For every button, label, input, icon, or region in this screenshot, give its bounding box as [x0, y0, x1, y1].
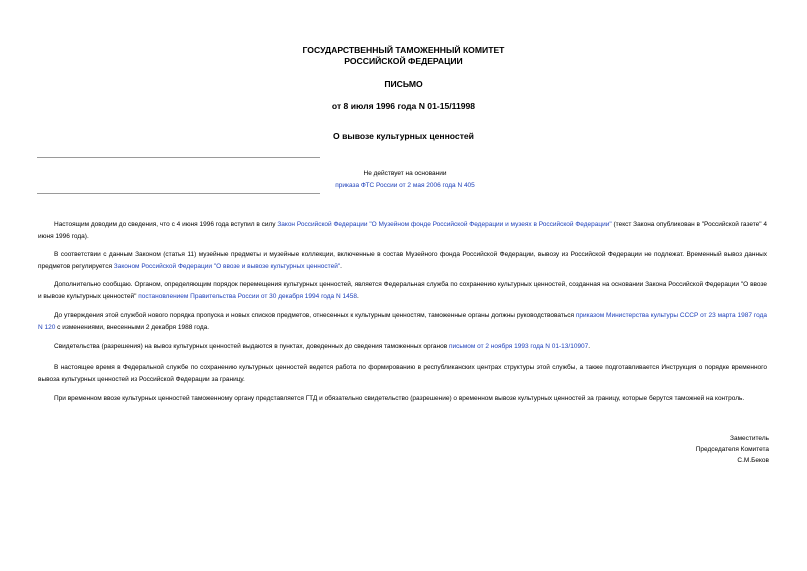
signatory-position-2: Председателя Комитета — [695, 446, 769, 453]
signatory-name: С.М.Беков — [737, 457, 769, 464]
paragraph-5-text-a: Свидетельства (разрешения) на вывоз культурных ценностей выдаются в пунктах, доведенных до сведения таможенных органов — [54, 343, 449, 350]
status-text: Не действует на основании — [363, 170, 447, 177]
divider-bottom — [37, 193, 320, 194]
museum-fund-law-link[interactable]: Закон Российской Федерации "О Музейном фонде Российской Федерации и музеях в Российской Федерации" — [277, 221, 612, 228]
ministry-order-link[interactable]: приказом Министерства культуры СССР от 23 марта 1987 года N 120 — [38, 312, 767, 331]
paragraph-5-text-b: . — [588, 343, 591, 350]
document-type: ПИСЬМО — [384, 79, 423, 89]
organization-line-2: РОССИЙСКОЙ ФЕДЕРАЦИИ — [344, 56, 463, 66]
divider-top — [37, 157, 320, 158]
paragraph-1-text-b: (текст Закона опубликован в "Российской газете" 4 июня 1996 года). — [38, 221, 768, 240]
import-export-law-link[interactable]: Законом Российской Федерации "О ввозе и вывозе культурных ценностей" — [113, 262, 341, 270]
paragraph-2 — [38, 249, 767, 272]
paragraph-6: В настоящее время в Федеральной службе по сохранению культурных ценностей ведется работа по формированию в республиканских центрах структуры этой службы, а также подготавливается Инструкция о порядке временного вывоза культурных ценностей из Российской Федерации за границу. — [38, 364, 767, 383]
paragraph-3-text-a: Дополнительно сообщаю. Органом, определяющим порядок перемещения культурных ценностей, является Федеральная служба по сохранению культурных ценностей, созданная на основании Закона Российской Федерации "О ввозе и вывозе культурных ценностей" — [38, 281, 767, 300]
document-date-number: от 8 июля 1996 года N 01-15/11998 — [331, 101, 476, 111]
issuing-organization — [0, 45, 807, 67]
paragraph-4-text-b: с изменениями, внесенными 2 декабря 1988 года. — [55, 323, 210, 331]
paragraph-4-text-a: До утверждения этой службой нового порядка пропуска и новых списков предметов, отнесенных к культурным ценностям, таможенные органы должны руководствоваться — [54, 312, 576, 319]
paragraph-3-text-b: . — [356, 292, 359, 300]
government-resolution-link[interactable]: постановлением Правительства России от 30 декабря 1994 года N 1458 — [138, 292, 357, 300]
paragraph-1 — [38, 219, 767, 242]
status-note — [325, 168, 485, 192]
signature-block — [696, 433, 769, 466]
paragraph-2-text-a: В соответствии с данным Законом (статья 11) музейные предметы и музейные коллекции, включенные в состав Музейного фонда Российской Федерации, вывозу из Российской Федерации не подлежат. Временный вывоз данных предметов регулируется — [38, 251, 767, 270]
letter-1993-link[interactable]: письмом от 2 ноября 1993 года N 01-13/10907 — [448, 343, 589, 350]
signatory-position-1: Заместитель — [730, 435, 769, 442]
document-title: О вывозе культурных ценностей — [333, 131, 474, 141]
paragraph-5 — [38, 341, 767, 353]
paragraph-2-text-b: . — [340, 262, 342, 270]
paragraph-3 — [38, 279, 767, 302]
organization-line-1: ГОСУДАРСТВЕННЫЙ ТАМОЖЕННЫЙ КОМИТЕТ — [302, 45, 505, 55]
paragraph-7: При временном ввозе культурных ценностей таможенному органу представляется ГТД и обязательно свидетельство (разрешение) о временном вывозе культурных ценностей за границу, которые берутся таможней на контроль. — [54, 395, 745, 402]
paragraph-4 — [38, 310, 767, 333]
paragraph-1-text-a: Настоящим доводим до сведения, что с 4 июня 1996 года вступил в силу — [54, 221, 278, 228]
status-order-link[interactable]: приказа ФТС России от 2 мая 2006 года N 405 — [335, 182, 475, 189]
